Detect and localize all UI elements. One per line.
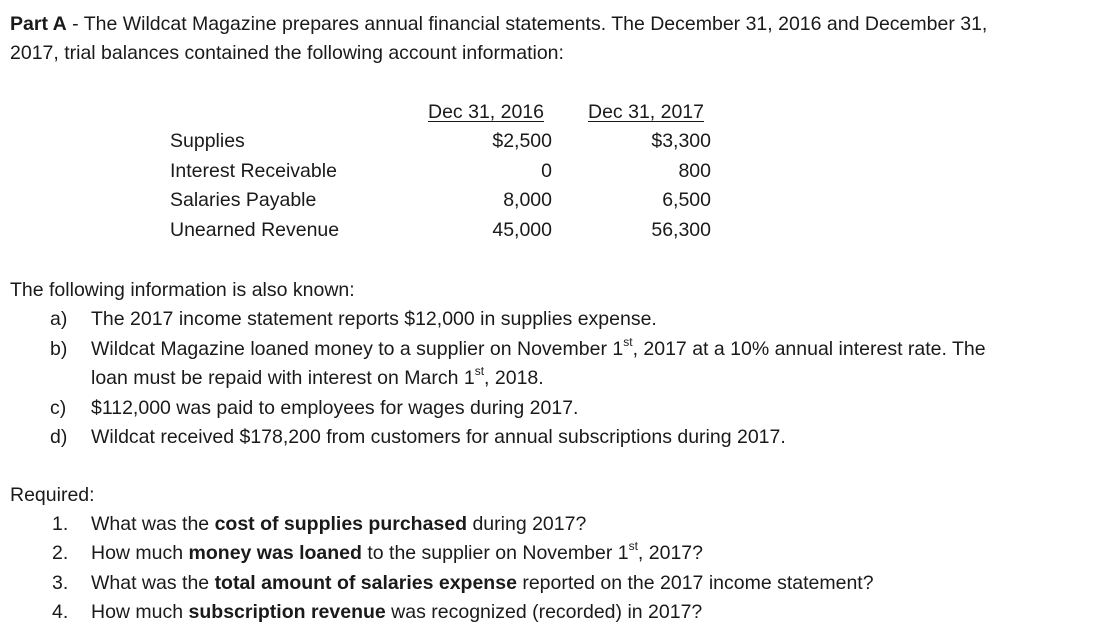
list-item: The 2017 income statement reports $12,000 in supplies expense. xyxy=(91,308,657,330)
intro-line-2: 2017, trial balances contained the following account information: xyxy=(10,42,564,64)
intro-line-1 xyxy=(10,15,987,35)
list-item: Wildcat received $178,200 from customers for annual subscriptions during 2017. xyxy=(91,426,786,448)
list-marker: a) xyxy=(50,308,68,330)
list-marker: b) xyxy=(50,338,68,360)
required-item: What was the total amount of salaries expense reported on the 2017 income statement? xyxy=(91,572,874,594)
list-marker: 1. xyxy=(52,513,69,535)
account-name: Interest Receivable xyxy=(170,160,337,182)
part-label: Part A xyxy=(10,13,67,35)
list-item: $112,000 was paid to employees for wages during 2017. xyxy=(91,397,579,419)
required-heading: Required: xyxy=(10,484,95,506)
list-item-continuation: loan must be repaid with interest on March 1st, 2018. xyxy=(91,364,544,389)
amount-2016: $2,500 xyxy=(492,130,552,152)
column-header-2016: Dec 31, 2016 xyxy=(428,101,545,123)
amount-2017: $3,300 xyxy=(651,130,711,152)
account-name: Unearned Revenue xyxy=(170,219,340,241)
list-item: Wildcat Magazine loaned money to a supplier on November 1st, 2017 at a 10% annual interest rate. The xyxy=(91,335,986,360)
amount-2016: 0 xyxy=(541,160,552,182)
list-marker: 4. xyxy=(52,601,69,623)
list-marker: 3. xyxy=(52,572,69,594)
account-name: Supplies xyxy=(170,130,245,152)
required-item: What was the cost of supplies purchased during 2017? xyxy=(91,513,587,535)
intro-text: - The Wildcat Magazine prepares annual financial statements. The December 31, 2016 and December 31, xyxy=(66,13,988,35)
list-marker: c) xyxy=(50,397,67,419)
account-name: Salaries Payable xyxy=(170,189,317,211)
known-heading: The following information is also known: xyxy=(10,279,355,301)
list-marker: 2. xyxy=(52,542,69,564)
amount-2016: 8,000 xyxy=(503,189,552,211)
required-item: How much money was loaned to the supplier on November 1st, 2017? xyxy=(91,539,703,564)
amount-2017: 6,500 xyxy=(662,189,711,211)
required-item: How much subscription revenue was recognized (recorded) in 2017? xyxy=(91,601,703,623)
amount-2016: 45,000 xyxy=(492,219,552,241)
amount-2017: 56,300 xyxy=(651,219,711,241)
list-marker: d) xyxy=(50,426,68,448)
column-header-2017: Dec 31, 2017 xyxy=(588,101,705,123)
amount-2017: 800 xyxy=(678,160,711,182)
